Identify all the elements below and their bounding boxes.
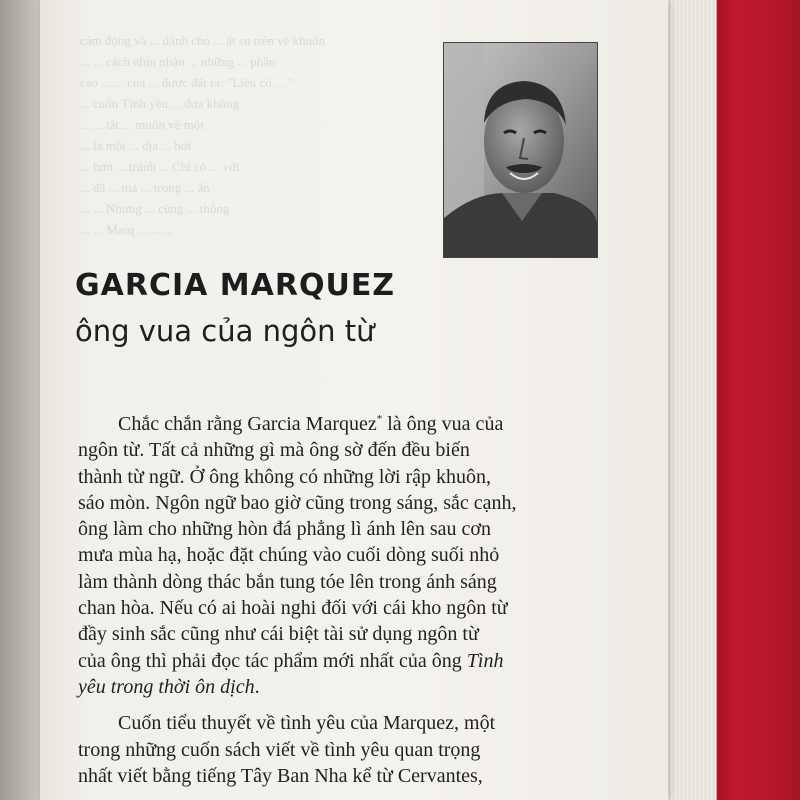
text-run: của ông thì phải đọc tác phẩm mới nhất của ông — [78, 649, 467, 672]
author-portrait — [443, 42, 598, 258]
article-subheading: ông vua của ngôn từ — [75, 314, 375, 348]
article-heading: GARCIA MARQUEZ — [75, 268, 396, 303]
portrait-drawing — [444, 43, 597, 257]
text-line — [78, 406, 712, 437]
text-run: là ông vua của — [382, 413, 504, 435]
text-run: . — [254, 675, 260, 698]
show-through-line: ... đã ... mà ... trong ... ấn — [80, 180, 210, 195]
book-cover — [712, 0, 800, 800]
show-through-line: ... ... tất ... muốn về một — [80, 117, 204, 132]
text-line: mưa mùa hạ, hoặc đặt chúng vào cuối dòng suối nhỏ — [78, 544, 500, 567]
show-through-line: cao ... ... của ... được đặt ra: "Liệu có ... " — [80, 75, 294, 90]
book-title-run: yêu trong thời ôn dịch — [78, 675, 255, 698]
show-through-line: ... cuốn Tình yêu ... đưa không — [80, 96, 240, 111]
text-line: làm thành dòng thác bắn tung tóe lên trong ánh sáng — [78, 570, 497, 593]
show-through-line: ... ... cách nhìn nhận ... những ... phần — [80, 54, 276, 69]
text-line: sáo mòn. Ngôn ngữ bao giờ cũng trong sáng, sắc cạnh, — [78, 491, 517, 514]
paragraph — [78, 710, 712, 789]
show-through-line: ... ... Marq ... ... ... — [80, 222, 174, 237]
text-line: nhất viết bằng tiếng Tây Ban Nha kể từ Cervantes, — [78, 764, 483, 787]
table-surface — [0, 0, 40, 800]
show-through-line: ... ... Nhưng ... cũng ... thông — [80, 201, 230, 216]
text-line: đầy sinh sắc cũng như cái biệt tài sử dụng ngôn từ — [78, 623, 479, 646]
show-through-text — [80, 30, 420, 280]
text-line — [78, 648, 712, 674]
text-line: ông làm cho những hòn đá phẳng lì ánh lên sau cơn — [78, 518, 491, 541]
paragraph — [78, 406, 712, 700]
text-line: Cuốn tiểu thuyết về tình yêu của Marquez, một — [118, 712, 496, 735]
text-line: trong những cuốn sách viết về tình yêu quan trọng — [78, 738, 481, 761]
text-line — [78, 674, 712, 700]
text-line: thành từ ngữ. Ở ông không có những lời rập khuôn, — [78, 465, 492, 488]
text-run: Chắc chắn rằng Garcia Marquez — [118, 413, 377, 435]
article-body — [78, 406, 712, 799]
text-line: ngôn từ. Tất cả những gì mà ông sờ đến đều biến — [78, 439, 470, 462]
book-title-run: Tình — [466, 649, 504, 672]
show-through-line: ... là một ... dịa ... bới — [80, 138, 192, 153]
show-through-line: cảm động và ... dành cho ... ất su trên vẻ khuôn — [80, 33, 326, 48]
show-through-line: ... hơn ... tránh ... Chỉ có ... với — [80, 159, 240, 174]
text-line: chan hòa. Nếu có ai hoài nghi đối với cái kho ngôn từ — [78, 597, 508, 620]
footnote-marker: * — [376, 413, 383, 425]
